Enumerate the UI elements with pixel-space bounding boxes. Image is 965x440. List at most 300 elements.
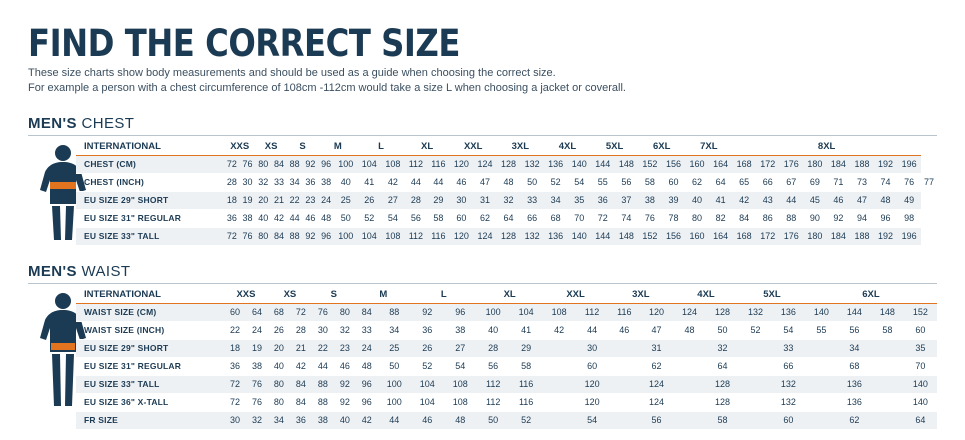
section-heading-chest bbox=[28, 115, 134, 132]
table-cell: 96 bbox=[318, 228, 334, 246]
table-cell: 36 bbox=[290, 412, 312, 430]
table-cell: 34 bbox=[378, 322, 411, 340]
table-cell bbox=[543, 358, 576, 376]
table-cell: 46 bbox=[450, 174, 474, 192]
table-cell: 36 bbox=[224, 210, 240, 228]
table-cell: 52 bbox=[739, 322, 772, 340]
table-cell: 44 bbox=[427, 174, 450, 192]
table-cell: 30 bbox=[240, 174, 256, 192]
table-cell: 62 bbox=[838, 412, 871, 430]
table-row bbox=[76, 174, 937, 192]
table-cell: 19 bbox=[240, 192, 256, 210]
table-cell: 136 bbox=[838, 394, 871, 412]
table-cell: 128 bbox=[497, 156, 521, 174]
table-cell: 156 bbox=[662, 228, 686, 246]
table-cell: 52 bbox=[510, 412, 543, 430]
table-cell: 28 bbox=[477, 340, 510, 358]
table-row bbox=[76, 210, 937, 228]
table-cell bbox=[609, 376, 641, 394]
table-cell: 33 bbox=[271, 174, 287, 192]
table-cell: 196 bbox=[897, 228, 921, 246]
table-cell: 120 bbox=[576, 376, 609, 394]
table-cell: 116 bbox=[510, 376, 543, 394]
table-cell: 164 bbox=[709, 228, 733, 246]
table-cell: 84 bbox=[271, 228, 287, 246]
table-cell bbox=[871, 340, 904, 358]
table-cell: 76 bbox=[240, 156, 256, 174]
table-cell: 60 bbox=[576, 358, 609, 376]
table-cell: 32 bbox=[246, 412, 268, 430]
column-header-size: XL bbox=[405, 138, 450, 156]
waist-table-body bbox=[76, 304, 937, 430]
row-label: EU SIZE 33" TALL bbox=[76, 376, 224, 394]
table-cell: 152 bbox=[638, 156, 662, 174]
table-cell: 60 bbox=[450, 210, 474, 228]
row-label: CHEST (CM) bbox=[76, 156, 224, 174]
column-header-international: INTERNATIONAL bbox=[76, 286, 224, 304]
table-cell: 76 bbox=[638, 210, 662, 228]
table-cell: 144 bbox=[591, 156, 615, 174]
table-cell bbox=[739, 340, 772, 358]
table-cell: 22 bbox=[224, 322, 246, 340]
table-cell: 60 bbox=[904, 322, 937, 340]
table-cell: 22 bbox=[312, 340, 334, 358]
table-cell: 38 bbox=[312, 412, 334, 430]
table-cell: 64 bbox=[706, 358, 739, 376]
intro-line-2: For example a person with a chest circumference of 108cm -112cm would take a size L when choosing a jacket or coverall. bbox=[28, 82, 626, 94]
table-cell: 88 bbox=[312, 376, 334, 394]
table-cell: 30 bbox=[312, 322, 334, 340]
column-header-international: INTERNATIONAL bbox=[76, 138, 224, 156]
table-cell: 116 bbox=[427, 156, 450, 174]
table-cell: 148 bbox=[871, 304, 904, 322]
table-cell: 94 bbox=[850, 210, 874, 228]
table-cell: 152 bbox=[638, 228, 662, 246]
column-header-size: 6XL bbox=[805, 286, 937, 304]
table-cell: 65 bbox=[732, 174, 756, 192]
table-cell: 38 bbox=[638, 192, 662, 210]
table-cell: 96 bbox=[318, 156, 334, 174]
table-cell bbox=[805, 340, 838, 358]
table-cell: 58 bbox=[427, 210, 450, 228]
table-cell: 92 bbox=[411, 304, 444, 322]
table-cell bbox=[739, 358, 772, 376]
table-cell: 36 bbox=[303, 174, 319, 192]
table-cell: 56 bbox=[405, 210, 428, 228]
row-label: WAIST SIZE (CM) bbox=[76, 304, 224, 322]
table-cell: 100 bbox=[334, 228, 358, 246]
table-cell: 128 bbox=[497, 228, 521, 246]
table-cell: 76 bbox=[246, 394, 268, 412]
table-cell: 104 bbox=[357, 156, 381, 174]
table-cell: 84 bbox=[290, 394, 312, 412]
section-divider-chest bbox=[28, 135, 937, 136]
column-header-size: XL bbox=[477, 286, 543, 304]
table-cell: 46 bbox=[827, 192, 851, 210]
table-cell: 41 bbox=[510, 322, 543, 340]
table-cell: 41 bbox=[709, 192, 733, 210]
intro-text bbox=[28, 66, 626, 96]
table-cell: 48 bbox=[318, 210, 334, 228]
table-cell: 50 bbox=[477, 412, 510, 430]
table-cell: 32 bbox=[706, 340, 739, 358]
column-header-size: XS bbox=[268, 286, 312, 304]
table-cell: 36 bbox=[591, 192, 615, 210]
table-cell: 74 bbox=[615, 210, 639, 228]
table-cell: 34 bbox=[544, 192, 568, 210]
table-cell: 41 bbox=[357, 174, 381, 192]
table-cell: 43 bbox=[756, 192, 780, 210]
table-row bbox=[76, 376, 937, 394]
table-cell: 120 bbox=[450, 228, 474, 246]
table-cell: 48 bbox=[356, 358, 378, 376]
table-cell: 54 bbox=[772, 322, 805, 340]
table-cell: 28 bbox=[224, 174, 240, 192]
table-cell bbox=[609, 358, 641, 376]
table-cell: 46 bbox=[334, 358, 356, 376]
table-cell: 148 bbox=[615, 228, 639, 246]
table-cell: 38 bbox=[246, 358, 268, 376]
table-cell: 128 bbox=[706, 394, 739, 412]
table-cell: 26 bbox=[268, 322, 290, 340]
table-cell: 120 bbox=[450, 156, 474, 174]
column-header-size: 6XL bbox=[638, 138, 685, 156]
table-cell: 70 bbox=[567, 210, 591, 228]
table-cell: 20 bbox=[255, 192, 271, 210]
table-cell: 44 bbox=[312, 358, 334, 376]
table-cell: 40 bbox=[685, 192, 709, 210]
table-cell: 37 bbox=[615, 192, 639, 210]
table-cell: 48 bbox=[444, 412, 477, 430]
table-cell: 47 bbox=[473, 174, 497, 192]
table-cell bbox=[543, 394, 576, 412]
column-header-size: 4XL bbox=[673, 286, 739, 304]
table-cell: 96 bbox=[874, 210, 898, 228]
table-cell: 48 bbox=[874, 192, 898, 210]
column-header-size: L bbox=[411, 286, 477, 304]
table-cell: 25 bbox=[334, 192, 358, 210]
table-cell: 120 bbox=[640, 304, 673, 322]
table-cell bbox=[739, 412, 772, 430]
table-cell: 172 bbox=[756, 228, 780, 246]
table-cell: 90 bbox=[803, 210, 827, 228]
table-cell: 188 bbox=[850, 228, 874, 246]
table-cell: 21 bbox=[290, 340, 312, 358]
table-cell: 66 bbox=[772, 358, 805, 376]
section-heading-chest-bold: MEN'S bbox=[28, 115, 77, 132]
table-cell: 44 bbox=[378, 412, 411, 430]
table-cell: 104 bbox=[411, 376, 444, 394]
table-cell: 60 bbox=[224, 304, 246, 322]
table-cell: 92 bbox=[303, 156, 319, 174]
table-cell: 80 bbox=[255, 228, 271, 246]
table-cell: 60 bbox=[662, 174, 686, 192]
table-cell: 31 bbox=[640, 340, 673, 358]
table-cell: 32 bbox=[255, 174, 271, 192]
table-row bbox=[76, 156, 937, 174]
table-cell: 69 bbox=[803, 174, 827, 192]
table-cell: 88 bbox=[287, 156, 303, 174]
row-label: EU SIZE 29" SHORT bbox=[76, 192, 224, 210]
table-cell: 50 bbox=[334, 210, 358, 228]
table-cell: 104 bbox=[510, 304, 543, 322]
table-cell: 168 bbox=[732, 156, 756, 174]
table-cell: 136 bbox=[544, 228, 568, 246]
table-cell: 132 bbox=[772, 394, 805, 412]
table-cell: 116 bbox=[510, 394, 543, 412]
table-cell: 124 bbox=[473, 156, 497, 174]
table-cell: 84 bbox=[732, 210, 756, 228]
table-cell: 47 bbox=[640, 322, 673, 340]
table-cell bbox=[543, 412, 576, 430]
table-cell: 76 bbox=[240, 228, 256, 246]
row-label: CHEST (INCH) bbox=[76, 174, 224, 192]
table-cell: 64 bbox=[497, 210, 521, 228]
table-cell: 36 bbox=[224, 358, 246, 376]
table-cell: 44 bbox=[287, 210, 303, 228]
table-cell: 184 bbox=[827, 156, 851, 174]
table-cell: 40 bbox=[268, 358, 290, 376]
waist-header-row bbox=[76, 286, 937, 304]
table-cell: 25 bbox=[378, 340, 411, 358]
table-row bbox=[76, 322, 937, 340]
table-cell: 112 bbox=[576, 304, 609, 322]
table-cell: 32 bbox=[497, 192, 521, 210]
table-cell: 80 bbox=[685, 210, 709, 228]
table-cell: 58 bbox=[706, 412, 739, 430]
column-header-size: XXL bbox=[450, 138, 497, 156]
table-cell: 88 bbox=[780, 210, 804, 228]
table-cell bbox=[871, 376, 904, 394]
table-cell: 29 bbox=[427, 192, 450, 210]
table-cell: 31 bbox=[473, 192, 497, 210]
table-cell: 40 bbox=[255, 210, 271, 228]
table-cell: 45 bbox=[803, 192, 827, 210]
table-cell: 140 bbox=[567, 228, 591, 246]
table-cell: 156 bbox=[662, 156, 686, 174]
table-cell: 108 bbox=[444, 376, 477, 394]
column-header-size: 8XL bbox=[732, 138, 921, 156]
row-label: EU SIZE 29" SHORT bbox=[76, 340, 224, 358]
table-cell: 72 bbox=[224, 156, 240, 174]
table-cell: 180 bbox=[803, 156, 827, 174]
table-cell: 80 bbox=[334, 304, 356, 322]
column-header-size: S bbox=[312, 286, 356, 304]
table-cell: 68 bbox=[544, 210, 568, 228]
table-cell: 60 bbox=[772, 412, 805, 430]
table-cell: 62 bbox=[473, 210, 497, 228]
table-cell: 132 bbox=[520, 228, 544, 246]
table-cell: 160 bbox=[685, 228, 709, 246]
table-cell: 136 bbox=[544, 156, 568, 174]
table-cell: 40 bbox=[477, 322, 510, 340]
table-row bbox=[76, 228, 937, 246]
table-cell: 180 bbox=[803, 228, 827, 246]
table-cell bbox=[805, 394, 838, 412]
table-cell: 108 bbox=[543, 304, 576, 322]
table-cell: 62 bbox=[640, 358, 673, 376]
table-cell: 55 bbox=[591, 174, 615, 192]
table-cell: 112 bbox=[477, 376, 510, 394]
table-cell: 27 bbox=[444, 340, 477, 358]
table-cell: 132 bbox=[772, 376, 805, 394]
table-cell: 104 bbox=[357, 228, 381, 246]
table-cell: 44 bbox=[576, 322, 609, 340]
table-cell: 50 bbox=[706, 322, 739, 340]
table-cell: 40 bbox=[334, 412, 356, 430]
section-heading-waist-bold: MEN'S bbox=[28, 263, 77, 280]
table-cell: 68 bbox=[268, 304, 290, 322]
table-cell: 80 bbox=[268, 376, 290, 394]
table-cell: 40 bbox=[334, 174, 358, 192]
table-cell: 49 bbox=[897, 192, 921, 210]
table-cell: 44 bbox=[780, 192, 804, 210]
table-cell: 116 bbox=[609, 304, 641, 322]
table-cell: 50 bbox=[378, 358, 411, 376]
section-divider-waist bbox=[28, 283, 937, 284]
column-header-size: XXS bbox=[224, 286, 268, 304]
column-header-size: XXL bbox=[543, 286, 609, 304]
row-label: EU SIZE 36" X-TALL bbox=[76, 394, 224, 412]
table-cell: 42 bbox=[543, 322, 576, 340]
table-cell: 58 bbox=[638, 174, 662, 192]
table-cell: 74 bbox=[874, 174, 898, 192]
column-header-size: M bbox=[318, 138, 357, 156]
table-cell: 66 bbox=[520, 210, 544, 228]
table-cell: 52 bbox=[357, 210, 381, 228]
table-cell: 108 bbox=[381, 228, 405, 246]
table-cell: 46 bbox=[303, 210, 319, 228]
table-cell: 71 bbox=[827, 174, 851, 192]
table-cell bbox=[739, 376, 772, 394]
table-cell: 39 bbox=[662, 192, 686, 210]
table-cell: 104 bbox=[411, 394, 444, 412]
table-cell: 42 bbox=[356, 412, 378, 430]
table-cell: 92 bbox=[827, 210, 851, 228]
table-cell bbox=[673, 376, 706, 394]
table-cell bbox=[673, 340, 706, 358]
table-cell: 54 bbox=[567, 174, 591, 192]
table-cell: 140 bbox=[567, 156, 591, 174]
table-cell: 108 bbox=[444, 394, 477, 412]
column-header-size: L bbox=[357, 138, 404, 156]
table-cell: 100 bbox=[477, 304, 510, 322]
table-cell: 28 bbox=[290, 322, 312, 340]
table-cell: 44 bbox=[405, 174, 428, 192]
table-cell: 68 bbox=[838, 358, 871, 376]
table-cell: 23 bbox=[334, 340, 356, 358]
table-cell: 72 bbox=[224, 376, 246, 394]
table-cell: 27 bbox=[381, 192, 405, 210]
table-cell bbox=[805, 376, 838, 394]
table-cell: 56 bbox=[477, 358, 510, 376]
table-cell: 188 bbox=[850, 156, 874, 174]
table-cell: 124 bbox=[673, 304, 706, 322]
table-cell: 52 bbox=[411, 358, 444, 376]
table-cell: 35 bbox=[567, 192, 591, 210]
table-cell: 148 bbox=[615, 156, 639, 174]
table-cell: 38 bbox=[318, 174, 334, 192]
table-cell bbox=[673, 358, 706, 376]
table-cell bbox=[609, 394, 641, 412]
table-row bbox=[76, 192, 937, 210]
table-cell bbox=[609, 412, 641, 430]
table-cell: 38 bbox=[240, 210, 256, 228]
table-cell: 24 bbox=[356, 340, 378, 358]
waist-table-head bbox=[76, 286, 937, 304]
row-label: WAIST SIZE (INCH) bbox=[76, 322, 224, 340]
intro-line-1: These size charts show body measurements and should be used as a guide when choosing the correct size. bbox=[28, 67, 556, 79]
table-cell: 30 bbox=[224, 412, 246, 430]
table-cell: 66 bbox=[756, 174, 780, 192]
table-cell: 112 bbox=[405, 228, 428, 246]
table-cell: 54 bbox=[381, 210, 405, 228]
column-header-size: M bbox=[356, 286, 411, 304]
table-cell bbox=[871, 358, 904, 376]
table-cell: 58 bbox=[510, 358, 543, 376]
table-cell: 34 bbox=[287, 174, 303, 192]
table-cell bbox=[543, 376, 576, 394]
table-cell: 132 bbox=[520, 156, 544, 174]
table-cell: 70 bbox=[904, 358, 937, 376]
table-cell: 64 bbox=[709, 174, 733, 192]
table-cell: 23 bbox=[303, 192, 319, 210]
table-cell: 160 bbox=[685, 156, 709, 174]
table-cell: 33 bbox=[356, 322, 378, 340]
table-cell: 64 bbox=[246, 304, 268, 322]
table-row bbox=[76, 340, 937, 358]
table-cell: 32 bbox=[334, 322, 356, 340]
table-cell: 55 bbox=[805, 322, 838, 340]
table-cell: 78 bbox=[662, 210, 686, 228]
table-cell: 164 bbox=[709, 156, 733, 174]
table-cell: 168 bbox=[732, 228, 756, 246]
table-cell: 124 bbox=[473, 228, 497, 246]
table-cell: 112 bbox=[477, 394, 510, 412]
table-cell: 112 bbox=[405, 156, 428, 174]
row-label: EU SIZE 31" REGULAR bbox=[76, 210, 224, 228]
table-row bbox=[76, 412, 937, 430]
table-cell: 116 bbox=[427, 228, 450, 246]
table-cell: 46 bbox=[411, 412, 444, 430]
table-cell: 184 bbox=[827, 228, 851, 246]
table-cell bbox=[805, 412, 838, 430]
table-cell: 196 bbox=[897, 156, 921, 174]
table-cell: 96 bbox=[444, 304, 477, 322]
table-cell: 136 bbox=[838, 376, 871, 394]
table-cell: 67 bbox=[780, 174, 804, 192]
page-title: FIND THE CORRECT SIZE bbox=[28, 22, 460, 65]
chest-header-row bbox=[76, 138, 937, 156]
table-cell: 42 bbox=[732, 192, 756, 210]
table-cell: 88 bbox=[287, 228, 303, 246]
table-cell: 33 bbox=[520, 192, 544, 210]
table-cell: 76 bbox=[312, 304, 334, 322]
table-cell: 144 bbox=[838, 304, 871, 322]
table-cell bbox=[543, 340, 576, 358]
table-cell: 42 bbox=[271, 210, 287, 228]
row-label: EU SIZE 31" REGULAR bbox=[76, 358, 224, 376]
table-cell: 30 bbox=[576, 340, 609, 358]
table-cell: 77 bbox=[921, 174, 937, 192]
table-cell: 29 bbox=[510, 340, 543, 358]
column-header-size: 5XL bbox=[591, 138, 638, 156]
table-cell: 22 bbox=[287, 192, 303, 210]
table-cell: 82 bbox=[709, 210, 733, 228]
table-cell: 30 bbox=[450, 192, 474, 210]
table-cell: 56 bbox=[640, 412, 673, 430]
table-cell: 96 bbox=[356, 394, 378, 412]
